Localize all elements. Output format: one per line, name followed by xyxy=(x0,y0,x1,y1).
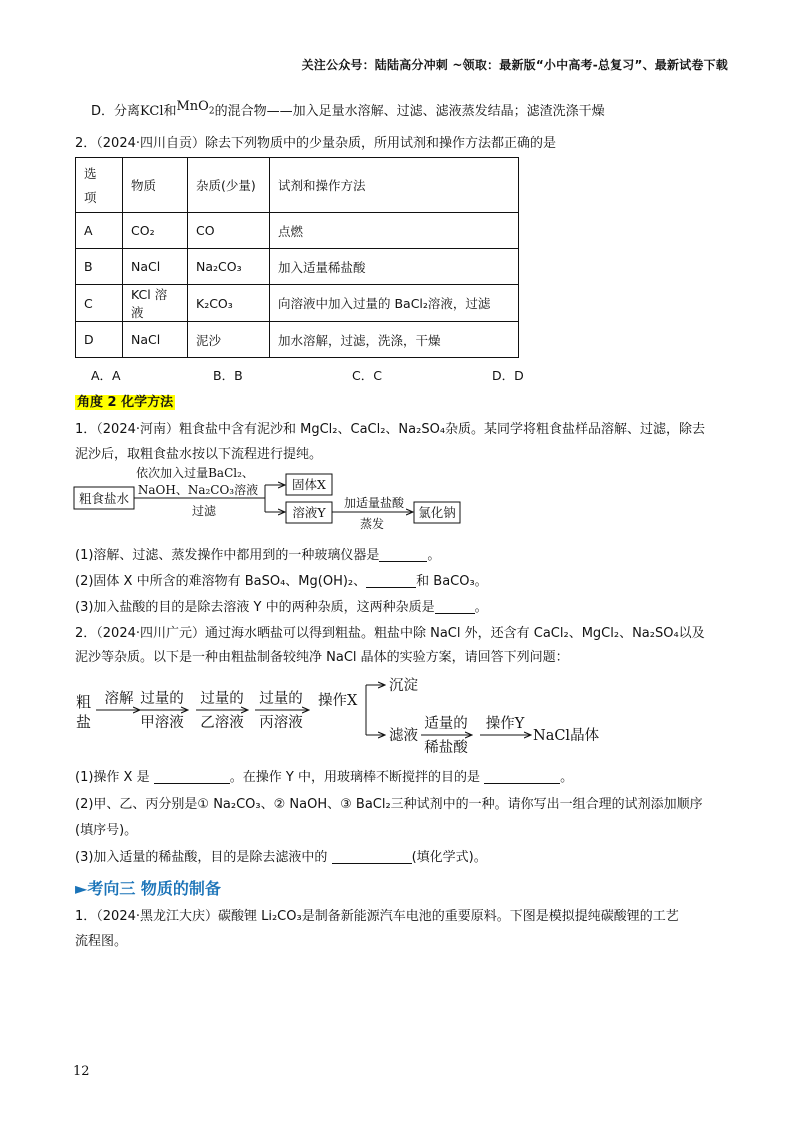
problem-1-stem-line2: 泥沙后，取粗食盐水按以下流程进行提纯。 xyxy=(75,447,323,462)
table-header-option: 选 项 xyxy=(76,158,123,213)
flow-solution-y-label: 溶液Y xyxy=(292,505,326,520)
flow-reagents-line2: NaOH、Na₂CO₃溶液 xyxy=(137,483,259,497)
problem-1-stem-line1: 1．（2024·河南）粗食盐中含有泥沙和 MgCl₂、CaCl₂、Na₂SO₄杂质。某同学将粗食盐样品溶解、过滤，除去 xyxy=(75,422,706,437)
angle-2-heading: 角度 2 化学方法 xyxy=(77,395,174,410)
table-cell-option: B xyxy=(76,249,123,285)
problem-2-q2-line2: (填序号)。 xyxy=(75,823,138,838)
flow2-start-bottom: 盐 xyxy=(76,713,92,731)
table-cell-method: 加入适量稀盐酸 xyxy=(270,249,519,285)
choice-b[interactable]: B．B xyxy=(213,368,243,383)
table-cell-impurity: Na₂CO₃ xyxy=(188,249,270,285)
problem-1-q3: (3)加入盐酸的目的是除去溶液 Y 中的两种杂质，这两种杂质是 。 xyxy=(75,600,488,615)
problem-2-q2-line1: (2)甲、乙、丙分别是① Na₂CO₃、② NaOH、③ BaCl₂三种试剂中的一种。请你写出一组合理的试剂添加顺序 xyxy=(75,797,703,812)
flow2-start-top: 粗 xyxy=(76,693,92,711)
table-cell-option: D xyxy=(76,322,123,358)
choice-d[interactable]: D．D xyxy=(492,368,524,383)
table-cell-method: 加水溶解，过滤，洗涤，干燥 xyxy=(270,322,519,358)
flow2-dissolve: 溶解 xyxy=(104,691,134,707)
flow2-a4-top: 适量的 xyxy=(424,716,468,732)
section-arrow-icon: ► xyxy=(75,879,88,898)
flow2-a3-top: 过量的 xyxy=(259,691,303,707)
flow2-a3-bottom: 丙溶液 xyxy=(259,715,303,731)
flow2-filtrate: 滤液 xyxy=(389,728,418,744)
choice-c[interactable]: C．C xyxy=(352,368,382,383)
flow2-a2-top: 过量的 xyxy=(200,691,244,707)
page-header: 关注公众号：陆陆高分冲刺 ~领取：最新版“小中高考-总复习”、最新试卷下载 xyxy=(301,58,728,72)
page-number: 12 xyxy=(73,1064,90,1079)
table-cell-substance: CO₂ xyxy=(123,213,188,249)
flow2-a4-bottom: 稀盐酸 xyxy=(424,740,468,756)
problem-3-stem-line2: 流程图。 xyxy=(75,934,128,949)
problem-1-q1: (1)溶解、过滤、蒸发操作中都用到的一种玻璃仪器是 。 xyxy=(75,548,441,563)
flow2-a2-bottom: 乙溶液 xyxy=(200,715,244,731)
table-cell-option: A xyxy=(76,213,123,249)
table-cell-substance: KCl 溶液 xyxy=(123,285,188,322)
problem-3-stem-line1: 1．（2024·黑龙江大庆）碳酸锂 Li₂CO₃是制备新能源汽车电池的重要原料。下图是模拟提纯碳酸锂的工艺 xyxy=(75,909,679,924)
problem-2-stem-line2: 泥沙等杂质。以下是一种由粗盐制备较纯净 NaCl 晶体的实验方案，请回答下列问题： xyxy=(75,650,569,665)
flow-start-label: 粗食盐水 xyxy=(78,491,130,506)
table-cell-impurity: CO xyxy=(188,213,270,249)
answer-blank[interactable] xyxy=(484,769,560,784)
table-header-substance: 物质 xyxy=(123,158,188,213)
table-cell-method: 向溶液中加入过量的 BaCl₂溶液，过滤 xyxy=(270,285,519,322)
problem-1-q2: (2)固体 X 中所含的难溶物有 BaSO₄、Mg(OH)₂、 和 BaCO₃。 xyxy=(75,574,488,589)
flow2-product: NaCl晶体 xyxy=(533,728,600,744)
flow-filter-label: 过滤 xyxy=(191,504,217,518)
choice-a[interactable]: A．A xyxy=(91,368,121,383)
question-2-stem: 2．（2024·四川自贡）除去下列物质中的少量杂质，所用试剂和操作方法都正确的是 xyxy=(75,136,557,151)
flow-product-label: 氯化钠 xyxy=(418,505,456,520)
option-d-he: 和 xyxy=(163,104,177,119)
option-d-prefix: D．分离 xyxy=(91,104,141,119)
table-cell-option: C xyxy=(76,285,123,322)
table-header-method: 试剂和操作方法 xyxy=(270,158,519,213)
flow-solid-x-label: 固体X xyxy=(292,477,326,492)
flow-reagents-line1: 依次加入过量BaCl₂、 xyxy=(136,466,254,480)
flow2-a1-top: 过量的 xyxy=(140,691,184,707)
flow-evaporate-label: 蒸发 xyxy=(359,517,385,531)
table-cell-impurity: 泥沙 xyxy=(188,322,270,358)
flow2-precipitate: 沉淀 xyxy=(389,678,418,694)
answer-blank[interactable] xyxy=(154,769,230,784)
kcl-formula: KCl xyxy=(140,104,164,119)
flow-hcl-label: 加适量盐酸 xyxy=(343,496,405,510)
table-header-impurity: 杂质(少量) xyxy=(188,158,270,213)
problem-2-q1: (1)操作 X 是 。在操作 Y 中，用玻璃棒不断搅拌的目的是 。 xyxy=(75,770,574,785)
problem-2-q3: (3)加入适量的稀盐酸，目的是除去滤液中的 (填化学式)。 xyxy=(75,850,487,865)
table-cell-impurity: K₂CO₃ xyxy=(188,285,270,322)
problem-2-stem-line1: 2．（2024·四川广元）通过海水晒盐可以得到粗盐。粗盐中除 NaCl 外，还含有 CaCl₂、MgCl₂、Na₂SO₄以及 xyxy=(75,626,705,641)
mno2-formula: MnO$_2$ xyxy=(176,99,215,117)
section-3-heading: ►考向三 物质的制备 xyxy=(75,879,221,898)
option-d-suffix: 的混合物——加入足量水溶解、过滤、滤液蒸发结晶；滤渣洗涤干燥 xyxy=(214,104,605,119)
flow2-operation-y: 操作Y xyxy=(485,716,525,732)
table-cell-substance: NaCl xyxy=(123,322,188,358)
flow2-a1-bottom: 甲溶液 xyxy=(140,715,184,731)
table-cell-method: 点燃 xyxy=(270,213,519,249)
answer-blank[interactable] xyxy=(332,849,412,864)
table-cell-substance: NaCl xyxy=(123,249,188,285)
flow2-operation-x: 操作X xyxy=(318,693,358,709)
